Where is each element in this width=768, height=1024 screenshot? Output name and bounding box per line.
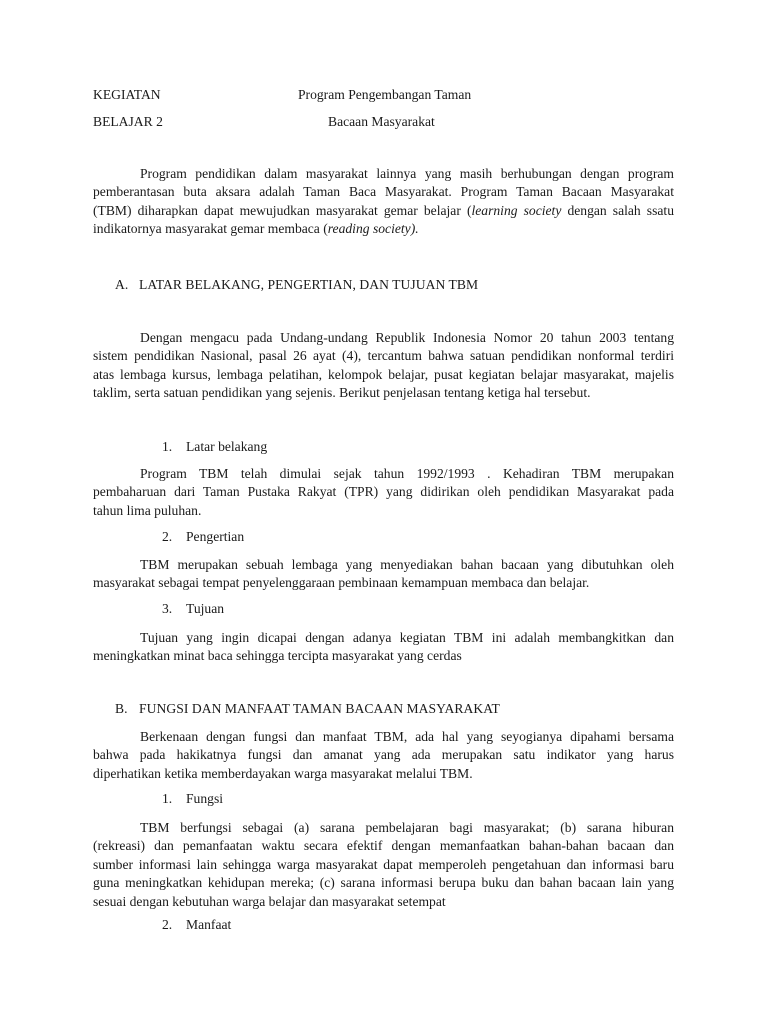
tujuan-paragraph — [93, 629, 674, 666]
subitem-manfaat — [162, 917, 231, 933]
section-a-para-line-1: Dengan mengacu pada Undang-undang Republik Indonesia Nomor 20 tahun 2003 tentang — [140, 330, 674, 345]
intro-paragraph — [93, 165, 674, 239]
section-b-para-line-2: bahwa pada hakikatnya fungsi dan amanat yang ada merupakan satu indikator yang harus — [93, 747, 674, 763]
intro-line-3-text-a: (TBM) diharapkan dapat mewujudkan masyarakat gemar belajar ( — [93, 202, 472, 218]
subitem-latar-belakang — [162, 439, 267, 455]
section-a-para-line-3: atas lembaga kursus, lembaga pelatihan, kelompok belajar, pusat kegiatan belajar masyarakat, majelis — [93, 366, 674, 382]
paragraph-line: sesuai dengan kebutuhan warga belajar dan masyarakat setempat — [93, 893, 446, 909]
fungsi-paragraph — [93, 819, 674, 911]
section-a-paragraph — [93, 329, 674, 403]
section-a-para-line-4: taklim, serta satuan pendidikan yang sejenis. Berikut penjelasan tentang ketiga hal tersebut. — [93, 385, 591, 401]
subitem-label: Manfaat — [186, 917, 232, 932]
paragraph-line: guna meningkatkan kehidupan mereka; (c) sarana informasi berupa buku dan bahan bacaan lain yang — [93, 875, 674, 891]
paragraph-line: (rekreasi) dan pemanfaatan waktu secara efektif dengan memanfaatkan bahan-bahan bacaan dan — [93, 838, 674, 854]
subitem-label: Latar belakang — [186, 439, 268, 454]
section-a-para-line-2: sistem pendidikan Nasional, pasal 26 ayat (4), tercantum bahwa satuan pendidikan nonformal terdiri — [93, 348, 674, 364]
header-kegiatan-label: KEGIATAN — [93, 87, 161, 102]
intro-line-4 — [93, 220, 674, 238]
subitem-label: Pengertian — [186, 529, 245, 544]
section-b-paragraph — [93, 728, 674, 783]
paragraph-line: sumber informasi lain sehingga warga masyarakat dapat memperoleh pengetahuan dan informasi baru — [93, 856, 674, 872]
intro-term-reading-society: reading society). — [327, 221, 419, 237]
header-program-title-line1: Program Pengembangan Taman — [298, 87, 472, 102]
subitem-pengertian — [162, 529, 244, 545]
subitem-label: Tujuan — [186, 601, 225, 616]
intro-line-4-text-a: indikatornya masyarakat gemar membaca ( — [93, 221, 328, 237]
paragraph-line: tahun lima puluhan. — [93, 502, 202, 518]
header-program-title-line2: Bacaan Masyarakat — [328, 114, 435, 129]
section-b-heading — [115, 701, 500, 717]
section-b-para-line-3: diperhatikan ketika memberdayakan warga masyarakat melalui TBM. — [93, 765, 473, 781]
intro-term-learning-society: learning society — [471, 202, 562, 218]
section-a-marker: A. — [115, 277, 129, 292]
latar-belakang-paragraph — [93, 465, 674, 520]
paragraph-line: pembaharuan dari Taman Pustaka Rakyat (TPR) yang didirikan oleh pendidikan Masyarakat pada — [93, 484, 674, 500]
paragraph-line: Tujuan yang ingin dicapai dengan adanya kegiatan TBM ini adalah membangkitkan dan — [140, 630, 674, 645]
subitem-number: 2. — [162, 529, 173, 544]
intro-line-1: Program pendidikan dalam masyarakat lainnya yang masih berhubungan dengan program — [140, 166, 674, 181]
paragraph-line: masyarakat sebagai tempat penyelenggaraan pembinaan kemampuan membaca dan belajar. — [93, 575, 590, 591]
paragraph-line: meningkatkan minat baca sehingga tercipta masyarakat yang cerdas — [93, 648, 462, 664]
subitem-fungsi — [162, 791, 223, 807]
section-b-para-line-1: Berkenaan dengan fungsi dan manfaat TBM, ada hal yang seyogianya dipahami bersama — [140, 729, 674, 744]
paragraph-line: Program TBM telah dimulai sejak tahun 1992/1993 . Kehadiran TBM merupakan — [140, 466, 674, 481]
subitem-number: 1. — [162, 791, 173, 806]
section-a-title: LATAR BELAKANG, PENGERTIAN, DAN TUJUAN TBM — [139, 277, 479, 292]
pengertian-paragraph — [93, 556, 674, 593]
section-a-heading — [115, 277, 478, 293]
subitem-label: Fungsi — [186, 791, 224, 806]
subitem-number: 1. — [162, 439, 173, 454]
intro-line-3 — [93, 202, 674, 220]
intro-line-3-text-b: dengan salah ssatu — [561, 202, 674, 218]
intro-line-2: pemberantasan buta aksara adalah Taman Baca Masyarakat. Program Taman Bacaan Masyarakat — [93, 184, 674, 200]
subitem-number: 3. — [162, 601, 173, 616]
section-b-title: FUNGSI DAN MANFAAT TAMAN BACAAN MASYARAKAT — [139, 701, 500, 716]
section-b-marker: B. — [115, 701, 128, 716]
subitem-number: 2. — [162, 917, 173, 932]
paragraph-line: TBM berfungsi sebagai (a) sarana pembelajaran bagi masyarakat; (b) sarana hiburan — [140, 820, 674, 835]
paragraph-line: TBM merupakan sebuah lembaga yang menyediakan bahan bacaan yang dibutuhkan oleh — [140, 557, 674, 572]
subitem-tujuan — [162, 601, 224, 617]
header-belajar-label: BELAJAR 2 — [93, 114, 163, 129]
